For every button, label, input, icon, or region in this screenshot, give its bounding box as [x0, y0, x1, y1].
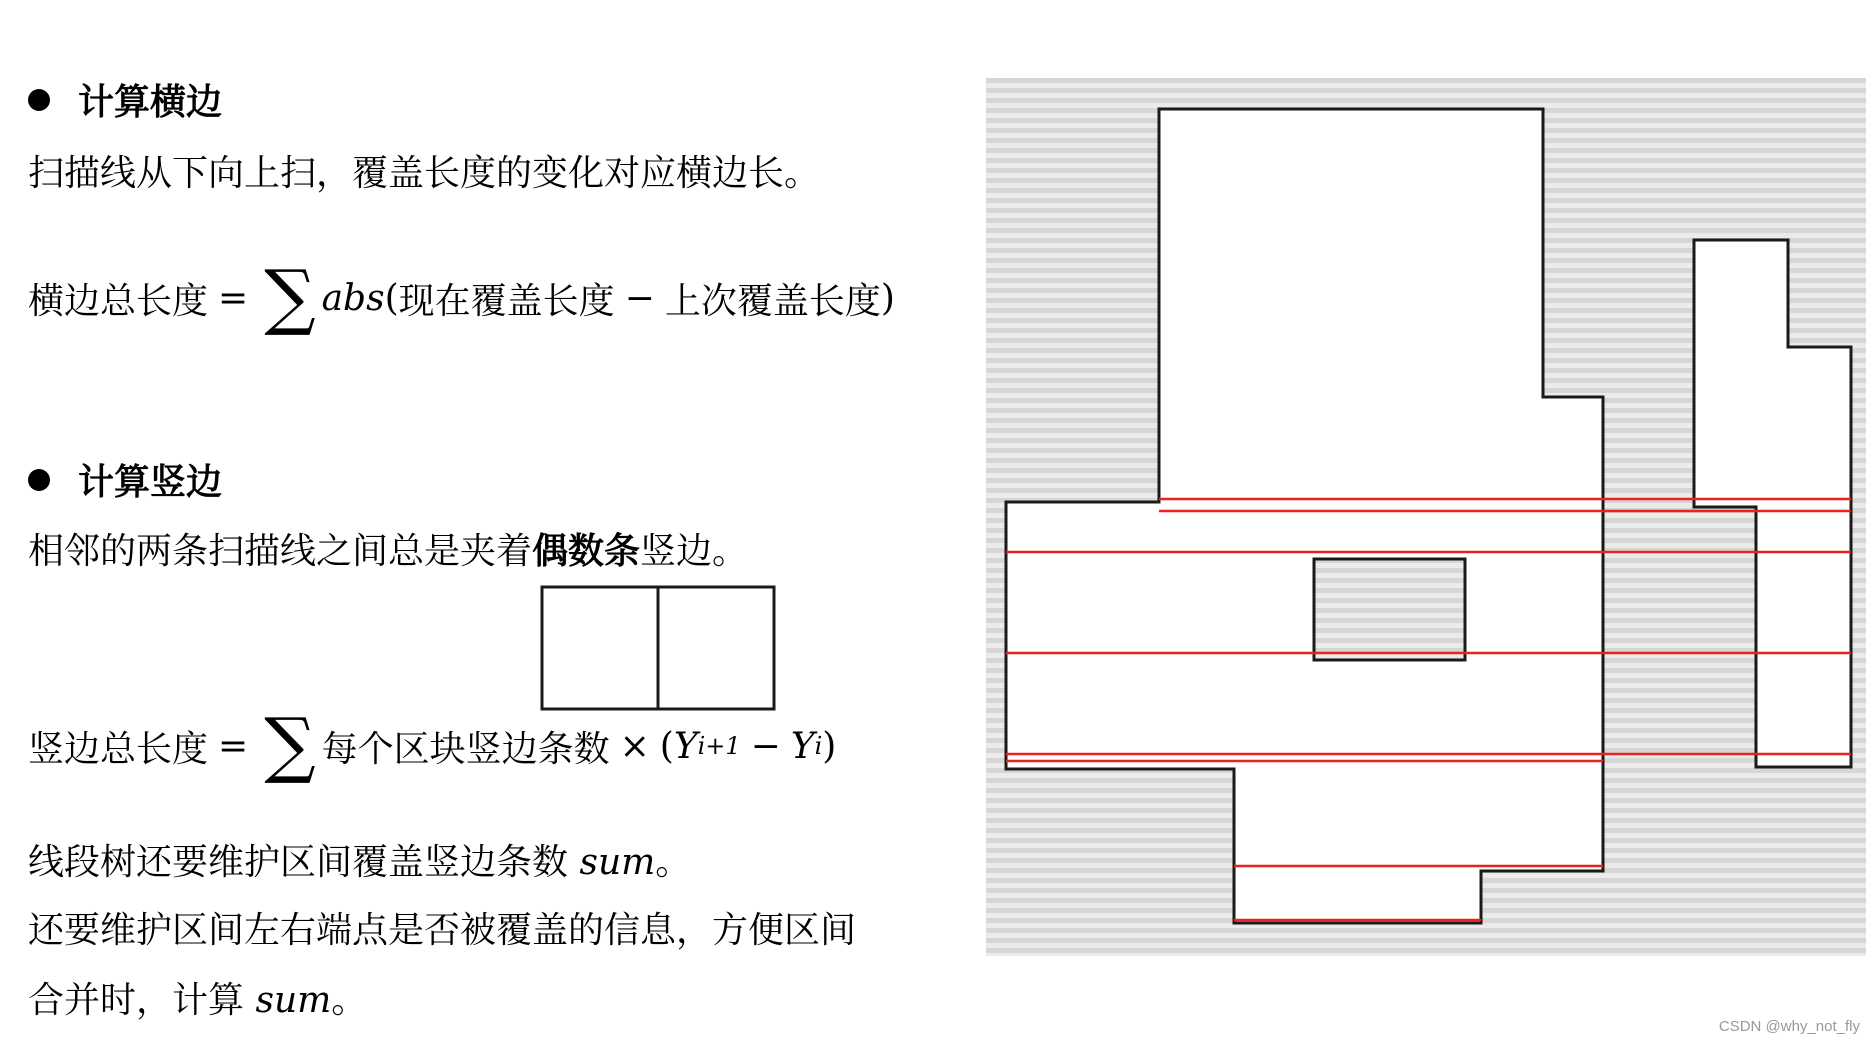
formula-horizontal-fn: abs	[321, 277, 385, 319]
formula-vertical-y1: Y	[673, 725, 698, 767]
text-vertical-desc-pre: 相邻的两条扫描线之间总是夹着	[28, 531, 533, 572]
text-line3-var: sum	[255, 980, 332, 1021]
bullet-dot-icon	[28, 89, 50, 111]
formula-vertical-minus: −	[750, 725, 781, 767]
formula-horizontal-close: )	[880, 277, 895, 319]
sum-icon: ∑	[264, 702, 316, 786]
text-vertical-desc	[28, 523, 748, 574]
heading-horizontal-edges: 计算横边	[78, 82, 223, 123]
heading-vertical-edges: 计算竖边	[78, 462, 223, 503]
text-vertical-desc-bold: 偶数条	[532, 531, 641, 572]
text-segment-tree-endpoints: 还要维护区间左右端点是否被覆盖的信息，方便区间	[28, 910, 857, 951]
formula-vertical-y2-sub: i	[814, 732, 823, 760]
scanline-rectangle-union-diagram	[986, 78, 1866, 956]
formula-horizontal-lhs: 横边总长度	[28, 280, 209, 322]
formula-vertical-close: )	[822, 725, 837, 767]
text-segment-tree-sum	[28, 834, 691, 885]
formula-vertical-y2: Y	[790, 725, 815, 767]
formula-vertical-lhs: 竖边总长度	[28, 728, 209, 770]
formula-horizontal-eq: =	[218, 277, 249, 319]
sum-icon: ∑	[264, 254, 316, 338]
text-line3-pre: 合并时，计算	[28, 980, 245, 1021]
formula-vertical-eq: =	[218, 725, 249, 767]
text-segment-tree-merge	[28, 972, 367, 1023]
bullet-dot-icon	[28, 469, 50, 491]
formula-horizontal-current: 现在覆盖长度	[398, 280, 615, 322]
bullet-heading-horizontal	[28, 74, 222, 125]
union-hole	[1314, 559, 1465, 660]
bullet-heading-vertical	[28, 454, 222, 505]
text-line3-post: 。	[331, 980, 368, 1021]
text-line1-post: 。	[655, 842, 692, 883]
formula-vertical-times: ×	[619, 725, 650, 767]
formula-vertical-y1-sub: i+1	[697, 732, 741, 760]
formula-vertical-body: 每个区块竖边条数	[321, 728, 610, 770]
text-line1-pre: 线段树还要维护区间覆盖竖边条数	[28, 842, 569, 883]
formula-horizontal-previous: 上次覆盖长度	[664, 280, 881, 322]
text-line1-var: sum	[579, 842, 656, 883]
watermark: CSDN @why_not_fly	[1718, 1018, 1860, 1035]
formula-vertical-open: (	[659, 725, 674, 767]
text-vertical-desc-post: 竖边。	[640, 531, 749, 572]
formula-horizontal	[28, 254, 895, 338]
two-block-illustration	[540, 585, 776, 711]
formula-vertical	[28, 702, 837, 786]
formula-horizontal-minus: −	[624, 277, 655, 319]
formula-horizontal-open: (	[384, 277, 399, 319]
text-horizontal-desc: 扫描线从下向上扫，覆盖长度的变化对应横边长。	[28, 153, 821, 194]
